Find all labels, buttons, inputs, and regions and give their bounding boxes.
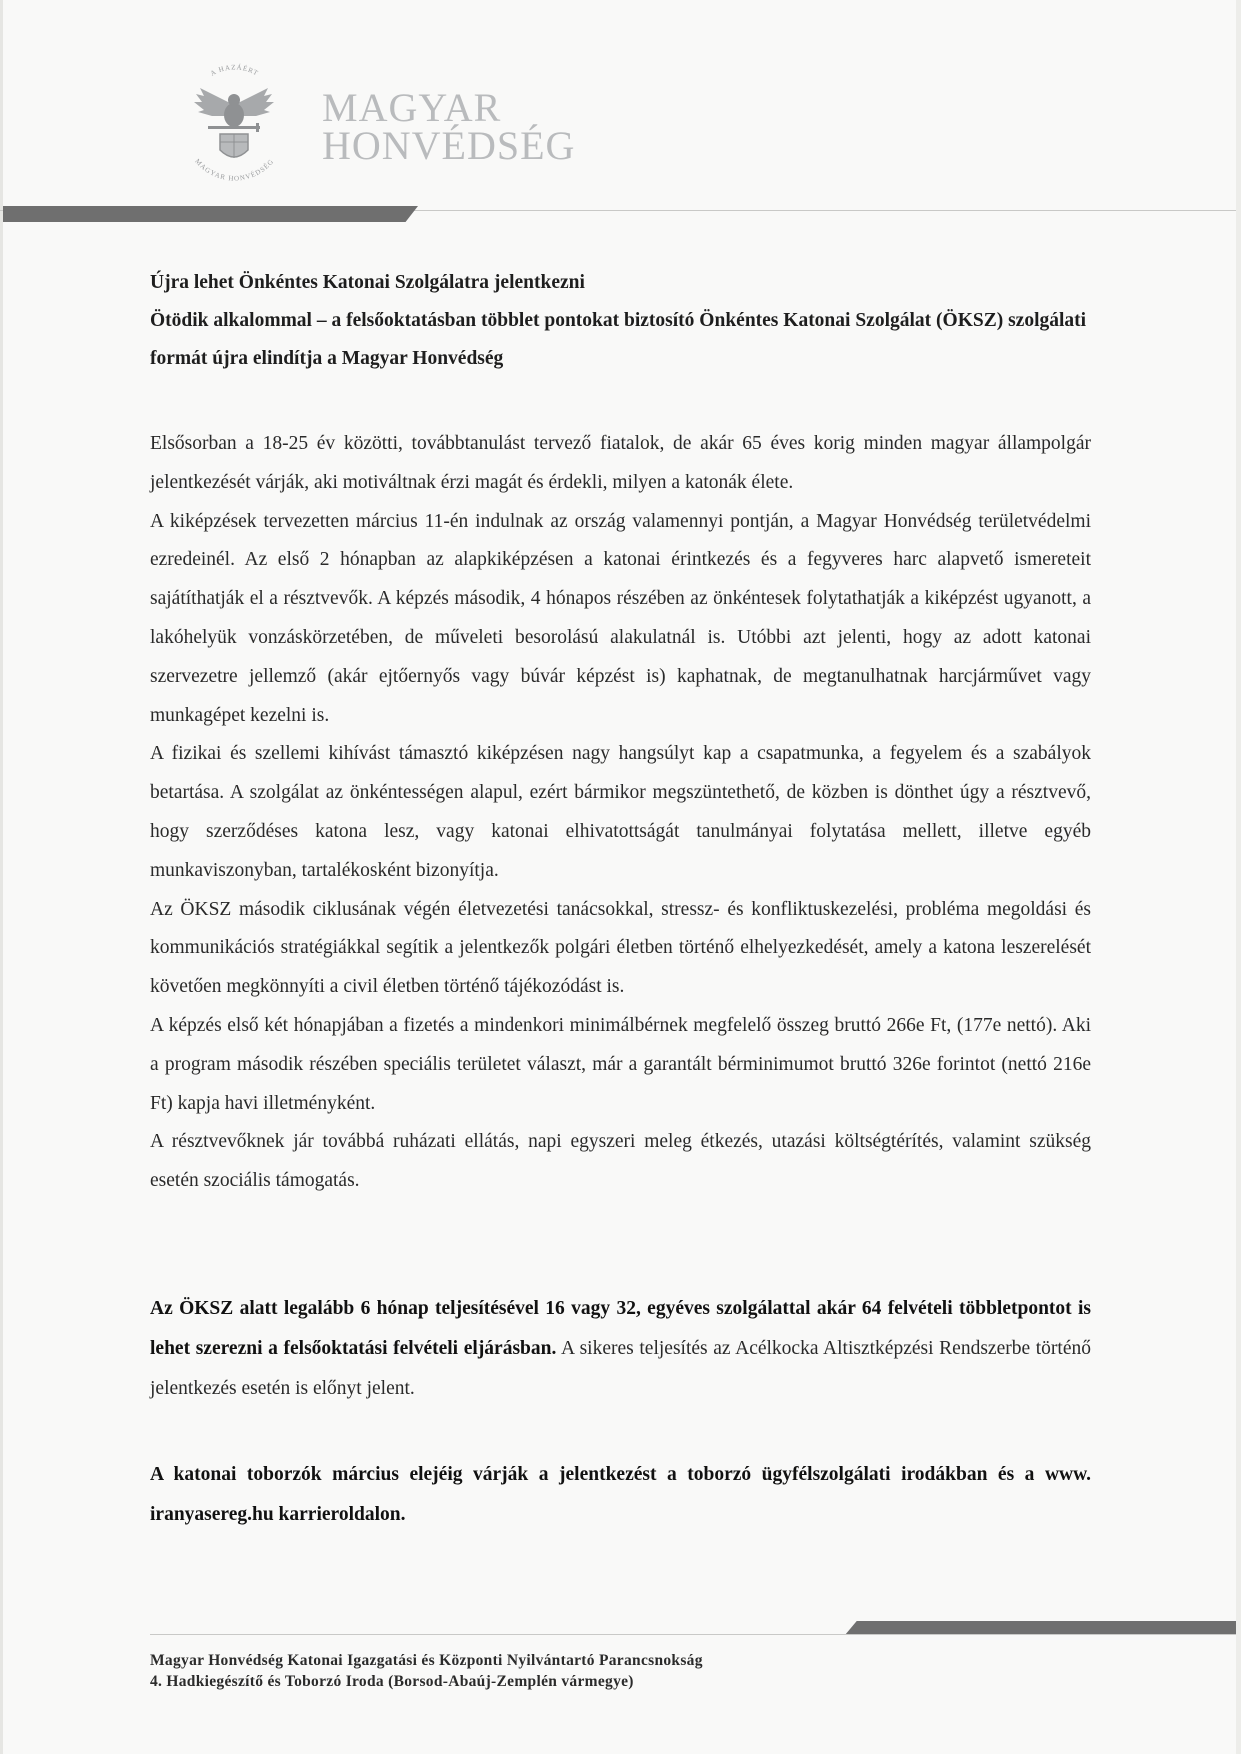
brand-line-2: HONVÉDSÉG [322,123,576,168]
body-paragraph: Elsősorban a 18-25 év közötti, továbbtanulást tervező fiatalok, de akár 65 éves korig minden magyar állampolgár jelentkezését várják, aki motiváltnak érzi magát és érdekli, milyen a katonák élete. [150,433,1091,493]
title-line-2: Ötödik alkalommal – a felsőoktatásban többlet pontokat biztosító Önkéntes Katonai Szolgálat (ÖKSZ) szolgálati formát újra elindítja a Magyar Honvédség [150,310,1087,369]
footer-line-2: 4. Hadkiegészítő és Toborzó Iroda (Borsod-Abaúj-Zemplén vármegye) [150,1673,634,1690]
points-paragraph [150,1289,1091,1409]
svg-text:A HAZÁÉRT: A HAZÁÉRT [208,63,261,78]
brand-line-1: MAGYAR [322,85,502,130]
document-body [150,425,1091,1201]
svg-text:MAGYAR HONVÉDSÉG: MAGYAR HONVÉDSÉG [193,157,276,183]
document-title [150,264,1091,378]
title-line-1: Újra lehet Önkéntes Katonai Szolgálatra jelentkezni [150,272,585,293]
scan-edge-left [0,0,3,1754]
document-closing [150,1289,1091,1535]
body-paragraph: A képzés első két hónapjában a fizetés a mindenkori minimálbérnek megfelelő összeg bruttó 266e Ft, (177e nettó). Aki a program második részében speciális területet választ, már a garantált bérminimumot bruttó 326e forintot (nettó 216e Ft) kapja havi illetményként. [150,1014,1091,1114]
header-bar [3,206,418,222]
points-normal-text: A sikeres teljesítés az Acélkocka Altisztképzési Rendszerbe történő jelentkezés esetén is előnyt jelent. [150,1338,1091,1399]
footer-line-1: Magyar Honvédség Katonai Igazgatási és Központi Nyilvántartó Parancsnokság [150,1652,703,1669]
body-paragraph: A kiképzések tervezetten március 11-én indulnak az ország valamennyi pontján, a Magyar Honvédség területvédelmi ezredeinél. Az első 2 hónapban az alapkiképzésen a katonai érintkezés és a fegyveres harc alapvető ismereteit sajátíthatják el a résztvevők. A képzés második, 4 hónapos részében az önkéntesek folytathatják a kiképzést ugyanott, a lakóhelyük vonzáskörzetében, de műveleti besorolású alakulatnál is. Utóbbi azt jelenti, hogy az adott katonai szervezetre jellemző (akár ejtőernyős vagy búvár képzést is) kaphatnak, de megtanulhatnak harcjárművet vagy munkagépet kezelni is. [150,510,1091,726]
eagle-emblem-icon [172,60,297,185]
scan-edge-right [1236,0,1241,1754]
footer [150,1650,703,1692]
body-paragraph: A fizikai és szellemi kihívást támasztó kiképzésen nagy hangsúlyt kap a csapatmunka, a fegyelem és a szabályok betartása. A szolgálat az önkéntességen alapul, ezért bármikor megszüntethető, de közben is dönthet úgy a résztvevő, hogy szerződéses katona lesz, vagy katonai elhivatottságát tanulmányai folytatása mellett, illetve egyéb munkaviszonyban, tartalékosként bizonyítja. [150,743,1091,881]
footer-bar [845,1621,1236,1635]
body-paragraph: Az ÖKSZ második ciklusának végén életvezetési tanácsokkal, stressz- és konfliktuskezelési, probléma megoldási és kommunikációs stratégiákkal segítik a jelentkezők polgári életben történő elhelyezkedését, amely a katona leszerelését követően megkönnyíti a civil életben történő tájékozódást is. [150,898,1091,998]
body-paragraph: A résztvevőknek jár továbbá ruházati ellátás, napi egyszeri meleg étkezés, utazási költségtérítés, valamint szükség esetén szociális támogatás. [150,1131,1091,1192]
footer-rule [150,1634,1236,1635]
contact-bold-text: A katonai toborzók március elejéig várják a jelentkezést a toborzó ügyfélszolgálati irodákban és a www. iranyasereg.hu karrieroldalon. [150,1464,1091,1525]
points-bold-text: Az ÖKSZ alatt legalább 6 hónap teljesítésével 16 vagy 32, egyéves szolgálattal akár 64 felvételi többletpontot is lehet szerezni a felsőoktatási felvételi eljárásban. [150,1298,1091,1359]
contact-paragraph [150,1455,1091,1535]
